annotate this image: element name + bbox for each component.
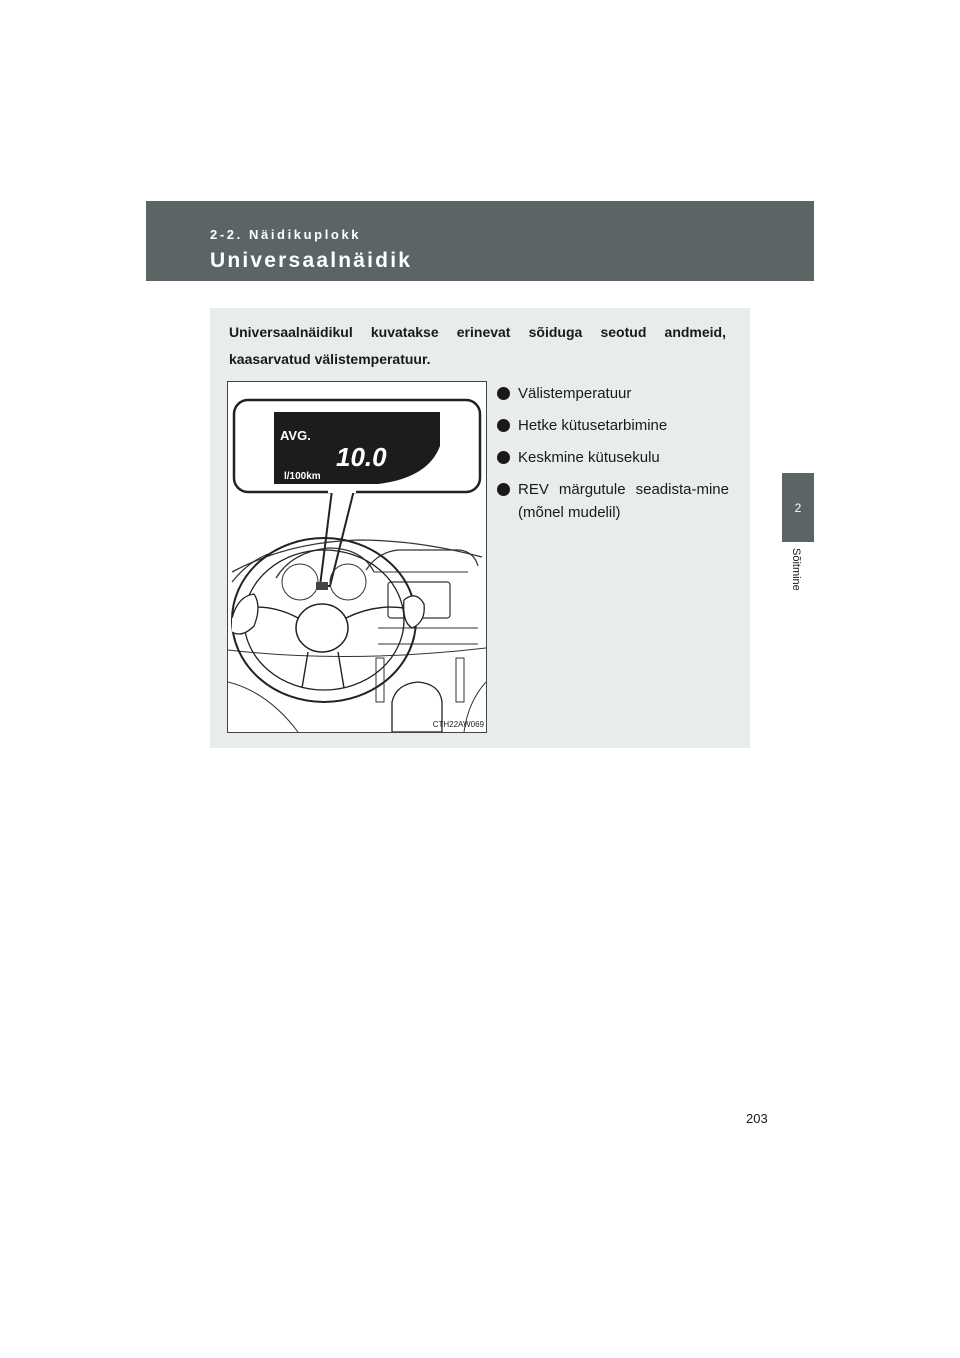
list-item [497,478,729,524]
bullet-icon [497,419,510,432]
chapter-tab[interactable] [782,473,814,542]
list-item-text: Hetke kütusetarbimine [518,417,668,434]
list-item [497,382,729,405]
display-unit: l/100km [284,471,321,482]
list-item-text: REV märgutule seadista-mine (mõnel mudelil) [518,481,729,521]
intro-text: Universaalnäidikul kuvatakse erinevat sõiduga seotud andmeid, kaasarvatud välistemperatuur. [229,324,726,367]
bullet-icon [497,483,510,496]
page-number: 203 [746,1111,768,1126]
content-panel [210,308,750,748]
bullet-icon [497,451,510,464]
illustration-code: CTH22AW069 [432,720,484,729]
section-label: 2-2. Näidikuplokk [210,227,362,242]
list-item-text: Välistemperatuur [518,385,632,402]
page-title: Universaalnäidik [210,249,413,272]
feature-list [497,382,729,533]
cockpit-drawing [228,382,486,732]
display-value: 10.0 [336,442,387,472]
list-item [497,414,729,437]
list-item-text: Keskmine kütusekulu [518,449,660,466]
dashboard-illustration [227,381,487,733]
display-avg-label: AVG. [280,428,311,443]
section-header [146,201,814,281]
bullet-icon [497,387,510,400]
chapter-number: 2 [794,500,802,515]
list-item [497,446,729,469]
chapter-name: Sõitmine [790,548,802,591]
